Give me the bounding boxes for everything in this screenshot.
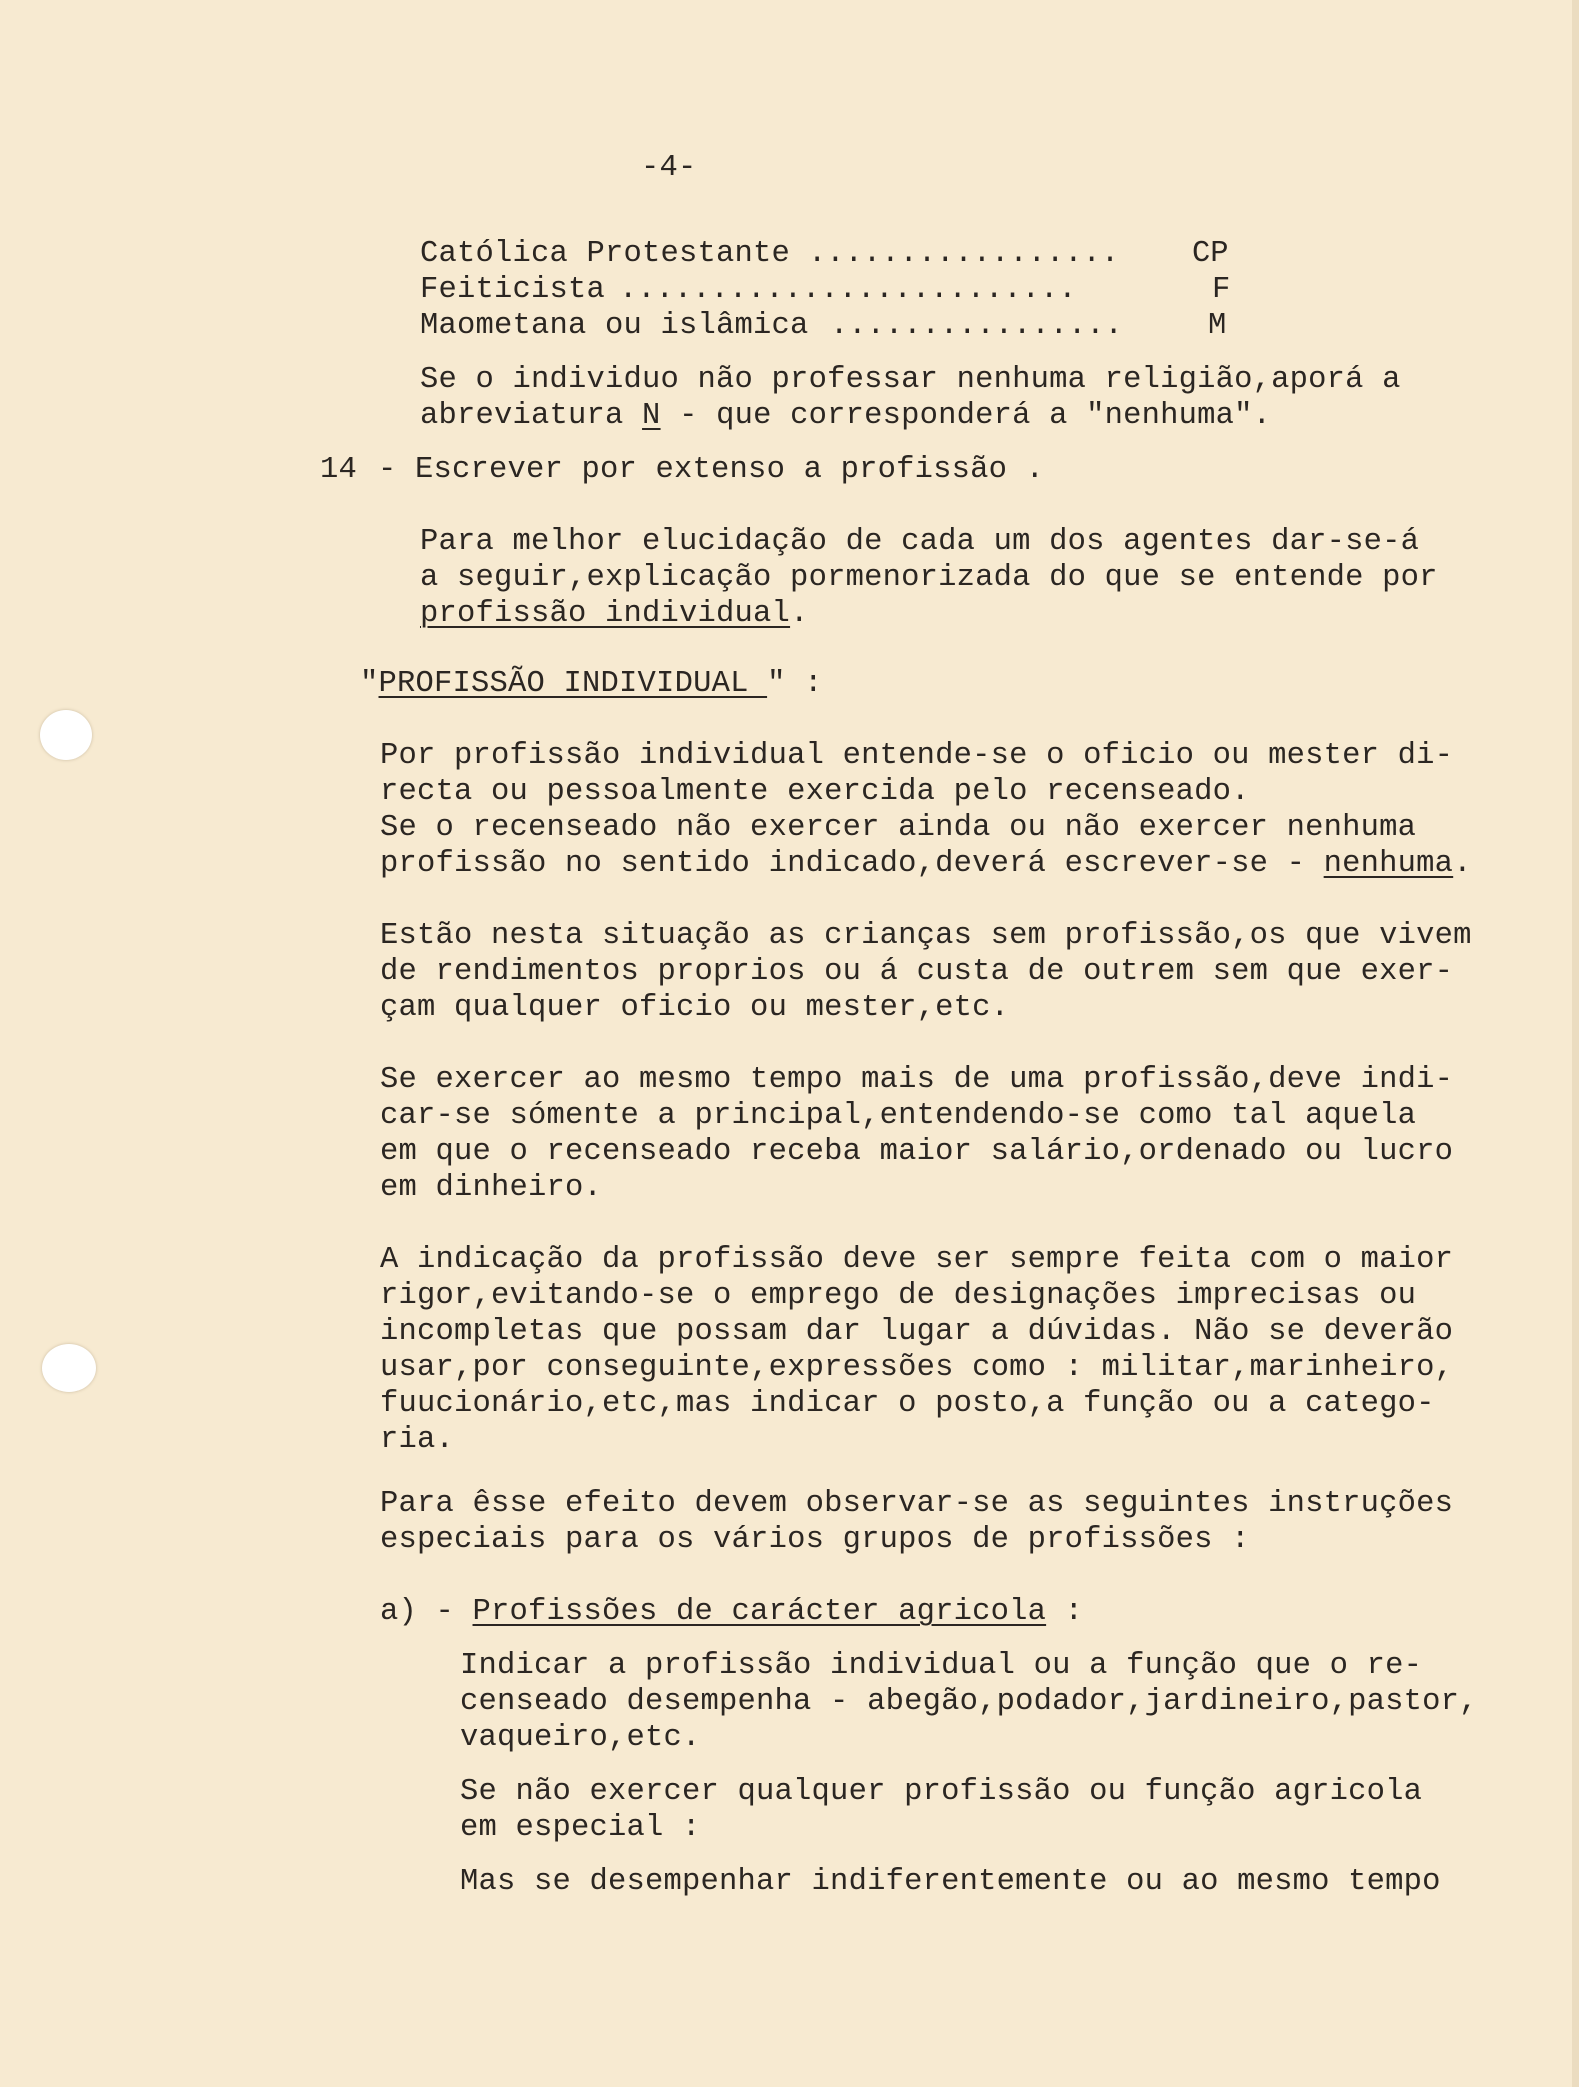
multiple-line: em que o recenseado receba maior salário,ordenado ou lucro [380,1135,1454,1169]
rigor-line: rigor,evitando-se o emprego de designações imprecisas ou [380,1279,1417,1313]
no-religion-line: Se o individuo não professar nenhuma religião,aporá a [420,363,1401,397]
underlined-term: nenhuma [1323,847,1454,881]
definition-line: recta ou pessoalmente exercida pelo recenseado. [380,775,1250,809]
religion-label: Maometana ou islâmica [420,309,809,343]
paper-edge [1572,0,1579,2087]
religion-code: F [1212,273,1231,307]
text-segment: profissão no sentido indicado,deverá escrever-se - [380,847,1324,881]
item-14-number: 14 [320,453,358,487]
underlined-term: profissão individual [420,597,791,631]
definition-line: Se o recenseado não exercer ainda ou não exercer nenhuma [380,811,1417,845]
text-segment: " [360,667,379,701]
religion-label: Feiticista [420,273,606,307]
religion-code: CP [1192,237,1229,271]
rigor-line: fuucionário,etc,mas indicar o posto,a função ou a catego- [380,1387,1435,1421]
text-segment: abreviatura [420,399,643,433]
heading-title: PROFISSÃO INDIVIDUAL [378,667,768,701]
text-segment: . [790,597,809,631]
religion-label: Católica Protestante [420,237,791,271]
situation-line: de rendimentos proprios ou á custa de outrem sem que exer- [380,955,1454,989]
rigor-line: A indicação da profissão deve ser sempre feita com o maior [380,1243,1454,1277]
religion-code: M [1208,309,1227,343]
agri-line: Indicar a profissão individual ou a função que o re- [460,1649,1423,1683]
dot-leader: ................ [830,309,1123,343]
text-segment: : [1046,1595,1084,1629]
code-n: N [642,399,661,433]
but-line: Mas se desempenhar indiferentemente ou ao mesmo tempo [460,1865,1441,1899]
situation-line: Estão nesta situação as crianças sem profissão,os que vivem [380,919,1472,953]
punch-hole-top [40,710,92,760]
agri-line: vaqueiro,etc. [460,1721,701,1755]
none-agri-line: Se não exercer qualquer profissão ou função agricola [460,1775,1423,1809]
punch-hole-bottom [42,1344,96,1392]
instructions-line: especiais para os vários grupos de profissões : [380,1523,1250,1557]
text-segment: - que corresponderá a "nenhuma". [660,399,1272,433]
no-religion-line [420,398,1271,434]
page-number: -4- [641,151,697,185]
rigor-line: usar,por conseguinte,expressões como : militar,marinheiro, [380,1351,1454,1385]
dot-leader: ......................... [619,273,1077,307]
clarify-line: a seguir,explicação pormenorizada do que se entende por [420,561,1438,595]
text-segment: a) - [380,1595,473,1629]
multiple-line: em dinheiro. [380,1171,603,1205]
definition-line: Por profissão individual entende-se o oficio ou mester di- [380,739,1454,773]
rigor-line: ria. [380,1423,455,1457]
section-a-heading [380,1594,1083,1630]
instructions-line: Para êsse efeito devem observar-se as seguintes instruções [380,1487,1454,1521]
definition-line [380,846,1472,882]
multiple-line: Se exercer ao mesmo tempo mais de uma profissão,deve indi- [380,1063,1454,1097]
section-a-title: Profissões de carácter agricola [472,1595,1047,1629]
rigor-line: incompletas que possam dar lugar a dúvidas. Não se deverão [380,1315,1454,1349]
none-agri-line: em especial : [460,1811,701,1845]
item-14-text: - Escrever por extenso a profissão . [378,453,1045,487]
clarify-line [420,596,809,632]
agri-line: censeado desempenha - abegão,podador,jardineiro,pastor, [460,1685,1478,1719]
multiple-line: car-se sómente a principal,entendendo-se como tal aquela [380,1099,1417,1133]
situation-line: çam qualquer oficio ou mester,etc. [380,991,1010,1025]
section-heading [360,666,823,702]
clarify-line: Para melhor elucidação de cada um dos agentes dar-se-á [420,525,1420,559]
dot-leader: ................. [808,237,1120,271]
text-segment: " : [767,667,823,701]
text-segment: . [1453,847,1472,881]
